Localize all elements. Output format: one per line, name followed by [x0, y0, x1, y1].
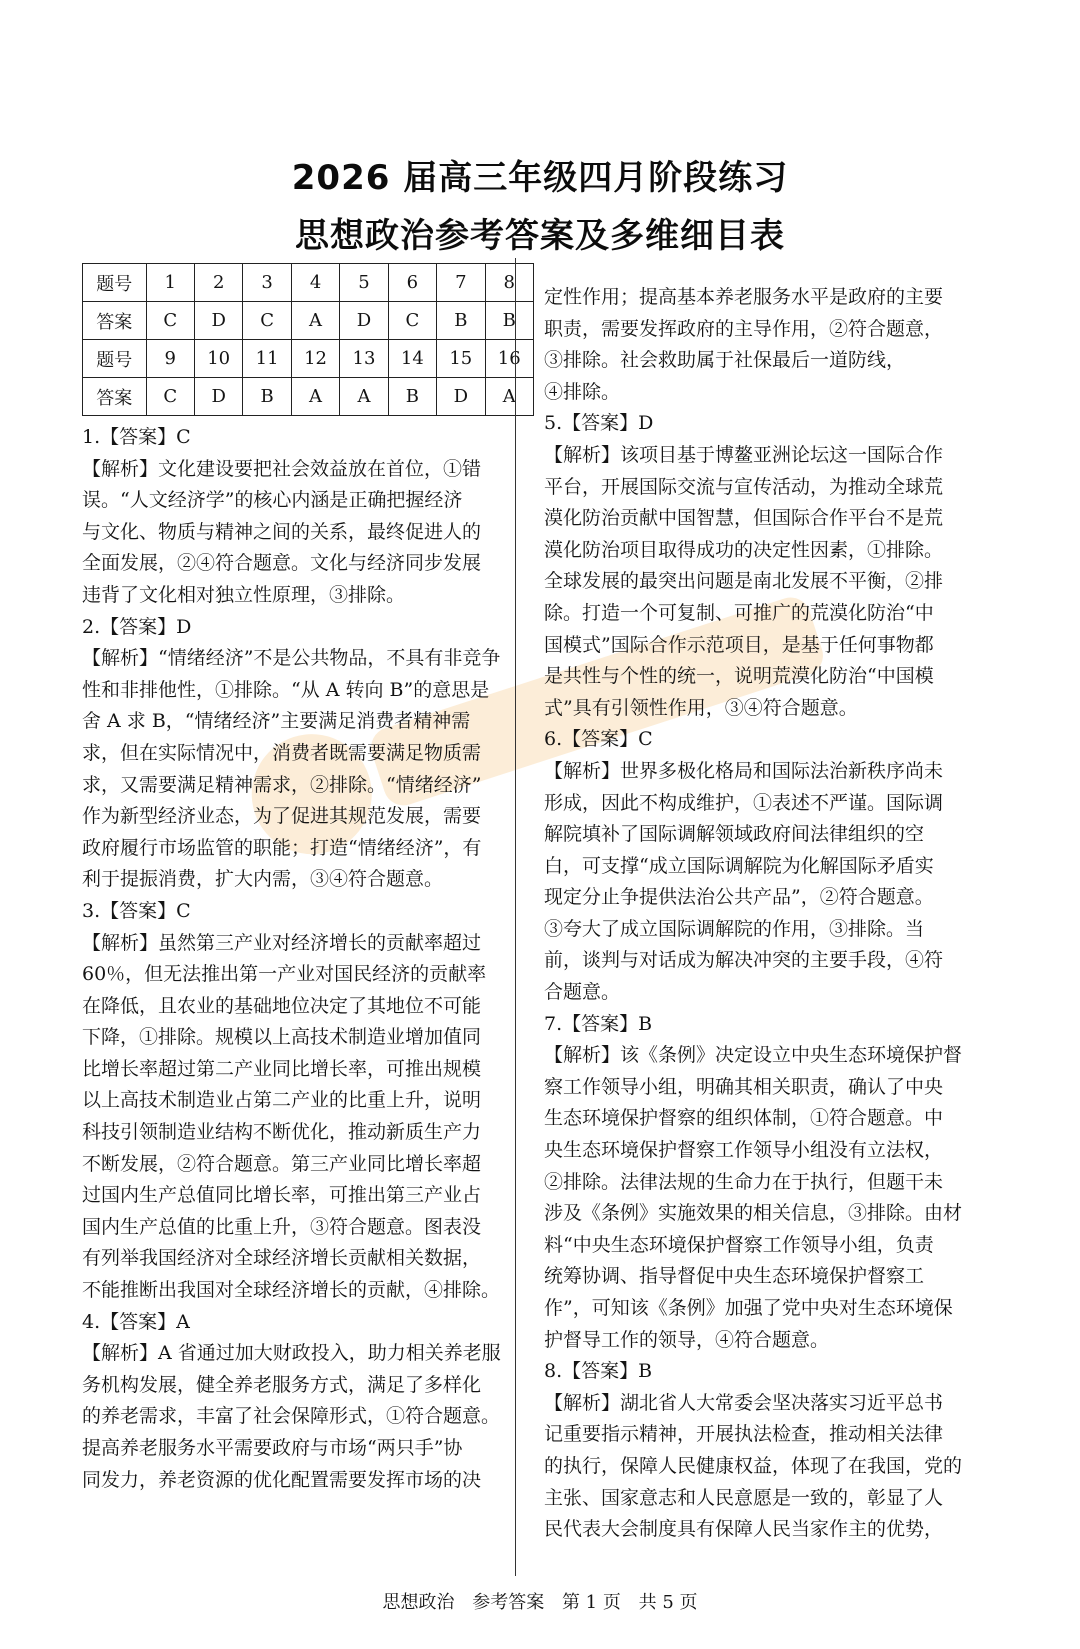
answer-table-header-cell: 题号: [83, 340, 147, 378]
text-line: 主张、国家意志和人民意愿是一致的，彰显了人: [544, 1486, 944, 1509]
text-line: ③夸大了成立国际调解院的作用，③排除。当: [544, 917, 925, 940]
text-line: 生态环境保护督察的组织体制，①符合题意。中: [544, 1107, 944, 1130]
title-line-2: 思想政治参考答案及多维细目表: [295, 216, 785, 256]
text-line: 【解析】“情绪经济”不是公共物品，不具有非竞争: [82, 647, 501, 670]
text-line: 在降低，且农业的基础地位决定了其地位不可能: [82, 994, 482, 1017]
text-line: 5.【答案】D: [544, 412, 654, 435]
answer-table-cell: C: [388, 302, 436, 340]
text-line: 【解析】湖北省人大常委会坚决落实习近平总书: [544, 1391, 944, 1414]
answer-table-cell: 4: [291, 264, 339, 302]
text-line: 涉及《条例》实施效果的相关信息，③排除。由材: [544, 1202, 963, 1225]
text-line: 全球发展的最突出问题是南北发展不平衡，②排: [544, 570, 944, 593]
answer-table-row: [83, 378, 534, 416]
text-line: 漠化防治项目取得成功的决定性因素，①排除。: [544, 538, 944, 561]
page-footer: [0, 1588, 1080, 1614]
answer-table-row: [83, 264, 534, 302]
text-line: 6.【答案】C: [544, 728, 653, 751]
right-text-block: [544, 282, 996, 1546]
title-line-1: 2026 届高三年级四月阶段练习: [291, 158, 789, 198]
answer-table-cell: 5: [340, 264, 388, 302]
text-line: 求，又需要满足精神需求，②排除。“情绪经济”: [82, 773, 482, 796]
text-line: 【解析】虽然第三产业对经济增长的贡献率超过: [82, 931, 482, 954]
footer-total: 共 5 页: [638, 1592, 698, 1613]
text-line: ②排除。法律法规的生命力在于执行，但题干未: [544, 1170, 944, 1193]
text-line: 的养老需求，丰富了社会保障形式，①符合题意。: [82, 1405, 501, 1428]
text-line: 违背了文化相对独立性原理，③排除。: [82, 583, 406, 606]
text-line: 科技引领制造业结构不断优化，推动新质生产力: [82, 1121, 482, 1144]
text-line: 提高养老服务水平需要政府与市场“两只手”协: [82, 1437, 463, 1459]
text-line: 下降，①排除。规模以上高技术制造业增加值同: [82, 1026, 482, 1049]
answer-table-cell: 8: [485, 264, 533, 302]
text-line: 是共性与个性的统一，说明荒漠化防治“中国模: [544, 665, 934, 688]
text-line: 8.【答案】B: [544, 1360, 653, 1383]
text-line: 与文化、物质与精神之间的关系，最终促进人的: [82, 520, 482, 543]
text-line: 3.【答案】C: [82, 899, 191, 922]
answer-table-cell: 7: [437, 264, 485, 302]
text-line: 漠化防治贡献中国智慧，但国际合作平台不是荒: [544, 507, 944, 530]
text-line: 利于提振消费，扩大内需，③④符合题意。: [82, 868, 444, 891]
answer-table-cell: D: [194, 378, 242, 416]
text-line: 过国内生产总值同比增长率，可推出第三产业占: [82, 1184, 482, 1207]
answer-table-cell: 12: [291, 340, 339, 378]
text-line: 形成，因此不构成维护，①表述不严谨。国际调: [544, 791, 944, 814]
text-line: 记重要指示精神，开展执法检查，推动相关法律: [544, 1423, 944, 1446]
text-line: ④排除。: [544, 380, 621, 403]
answer-table-cell: A: [485, 378, 533, 416]
text-line: 的执行，保障人民健康权益，体现了在我国，党的: [544, 1454, 963, 1477]
answer-table-cell: 2: [194, 264, 242, 302]
answer-table-cell: A: [340, 378, 388, 416]
text-line: 有列举我国经济对全球经济增长贡献相关数据，: [82, 1247, 482, 1270]
answer-table-cell: C: [243, 302, 291, 340]
answer-table: [82, 263, 534, 416]
text-line: 性和非排他性，①排除。“从 A 转向 B”的意思是: [82, 678, 490, 701]
answer-table-cell: D: [340, 302, 388, 340]
answer-table-cell: 15: [437, 340, 485, 378]
text-line: 舍 A 求 B，“情绪经济”主要满足消费者精神需: [82, 710, 471, 733]
text-line: 定性作用；提高基本养老服务水平是政府的主要: [544, 286, 944, 308]
right-column: [544, 282, 996, 1546]
answer-table-cell: 1: [146, 264, 194, 302]
answer-table-cell: B: [485, 302, 533, 340]
text-line: 误。“人文经济学”的核心内涵是正确把握经济: [82, 489, 463, 512]
text-line: 作”，可知该《条例》加强了党中央对生态环境保: [544, 1297, 953, 1319]
answer-table-cell: 6: [388, 264, 436, 302]
column-divider: [515, 258, 516, 1576]
text-line: 现定分止争提供法治公共产品”，②符合题意。: [544, 886, 934, 909]
text-line: ③排除。社会救助属于社保最后一道防线，: [544, 349, 906, 372]
left-text-block: [82, 422, 534, 1496]
footer-doc: 参考答案: [472, 1592, 545, 1613]
text-line: 前，谈判与对话成为解决冲突的主要手段，④符: [544, 949, 944, 972]
answer-table-cell: 10: [194, 340, 242, 378]
text-line: 以上高技术制造业占第二产业的比重上升，说明: [82, 1089, 482, 1112]
text-line: 式”具有引领性作用，③④符合题意。: [544, 696, 858, 719]
answer-table-header-cell: 答案: [83, 378, 147, 416]
text-line: 不断发展，②符合题意。第三产业同比增长率超: [82, 1152, 482, 1175]
text-line: 察工作领导小组，明确其相关职责，确认了中央: [544, 1075, 944, 1098]
text-line: 作为新型经济业态，为了促进其规范发展，需要: [82, 805, 482, 828]
answer-table-cell: 9: [146, 340, 194, 378]
answer-table-cell: C: [146, 302, 194, 340]
answer-table-cell: B: [388, 378, 436, 416]
answer-table-cell: 16: [485, 340, 533, 378]
text-line: 民代表大会制度具有保障人民当家作主的优势，: [544, 1518, 944, 1541]
text-line: 国模式”国际合作示范项目，是基于任何事物都: [544, 633, 934, 656]
footer-page: 第 1 页: [561, 1592, 621, 1613]
text-line: 4.【答案】A: [82, 1310, 190, 1333]
answer-table-cell: 13: [340, 340, 388, 378]
text-line: 料“中央生态环境保护督察工作领导小组，负责: [544, 1233, 934, 1256]
text-line: 全面发展，②④符合题意。文化与经济同步发展: [82, 552, 482, 575]
text-line: 1.【答案】C: [82, 426, 191, 448]
answer-table-cell: D: [194, 302, 242, 340]
answer-table-row: [83, 302, 534, 340]
answer-table-cell: B: [243, 378, 291, 416]
answer-table-cell: B: [437, 302, 485, 340]
text-line: 除。打造一个可复制、可推广的荒漠化防治“中: [544, 601, 934, 624]
text-line: 不能推断出我国对全球经济增长的贡献，④排除。: [82, 1279, 501, 1302]
answer-table-header-cell: 答案: [83, 302, 147, 340]
text-line: 统筹协调、指导督促中央生态环境保护督察工: [544, 1265, 925, 1288]
text-line: 【解析】A 省通过加大财政投入，助力相关养老服: [82, 1342, 501, 1365]
answer-table-row: [83, 340, 534, 378]
text-line: 平台，开展国际交流与宣传活动，为推动全球荒: [544, 475, 944, 498]
answer-table-cell: C: [146, 378, 194, 416]
text-line: 7.【答案】B: [544, 1012, 653, 1035]
text-line: 白，可支撑“成立国际调解院为化解国际矛盾实: [544, 854, 934, 877]
text-line: 2.【答案】D: [82, 615, 192, 638]
answer-table-cell: A: [291, 302, 339, 340]
answer-table-cell: 3: [243, 264, 291, 302]
text-line: 比增长率超过第二产业同比增长率，可推出规模: [82, 1057, 482, 1080]
text-line: 职责，需要发挥政府的主导作用，②符合题意，: [544, 317, 944, 340]
footer-subject: 思想政治: [382, 1592, 455, 1613]
text-line: 解院填补了国际调解领域政府间法律组织的空: [544, 823, 925, 846]
text-line: 60％，但无法推出第一产业对国民经济的贡献率: [82, 963, 487, 986]
answer-table-cell: 14: [388, 340, 436, 378]
text-line: 【解析】世界多极化格局和国际法治新秩序尚未: [544, 759, 944, 782]
text-line: 【解析】该项目基于博鳌亚洲论坛这一国际合作: [544, 443, 944, 466]
text-line: 同发力，养老资源的优化配置需要发挥市场的决: [82, 1468, 482, 1491]
answer-table-cell: D: [437, 378, 485, 416]
text-line: 求，但在实际情况中，消费者既需要满足物质需: [82, 741, 482, 764]
text-line: 合题意。: [544, 981, 621, 1004]
text-line: 【解析】该《条例》决定设立中央生态环境保护督: [544, 1044, 963, 1067]
answer-table-cell: 11: [243, 340, 291, 378]
text-line: 央生态环境保护督察工作领导小组没有立法权，: [544, 1139, 944, 1162]
answer-table-header-cell: 题号: [83, 264, 147, 302]
text-line: 【解析】文化建设要把社会效益放在首位，①错: [82, 457, 482, 480]
text-line: 国内生产总值的比重上升，③符合题意。图表没: [82, 1215, 482, 1238]
text-line: 务机构发展，健全养老服务方式，满足了多样化: [82, 1373, 482, 1396]
answer-table-cell: A: [291, 378, 339, 416]
text-line: 护督导工作的领导，④符合题意。: [544, 1328, 830, 1351]
text-line: 政府履行市场监管的职能；打造“情绪经济”，有: [82, 836, 482, 859]
left-column: [82, 263, 534, 1496]
